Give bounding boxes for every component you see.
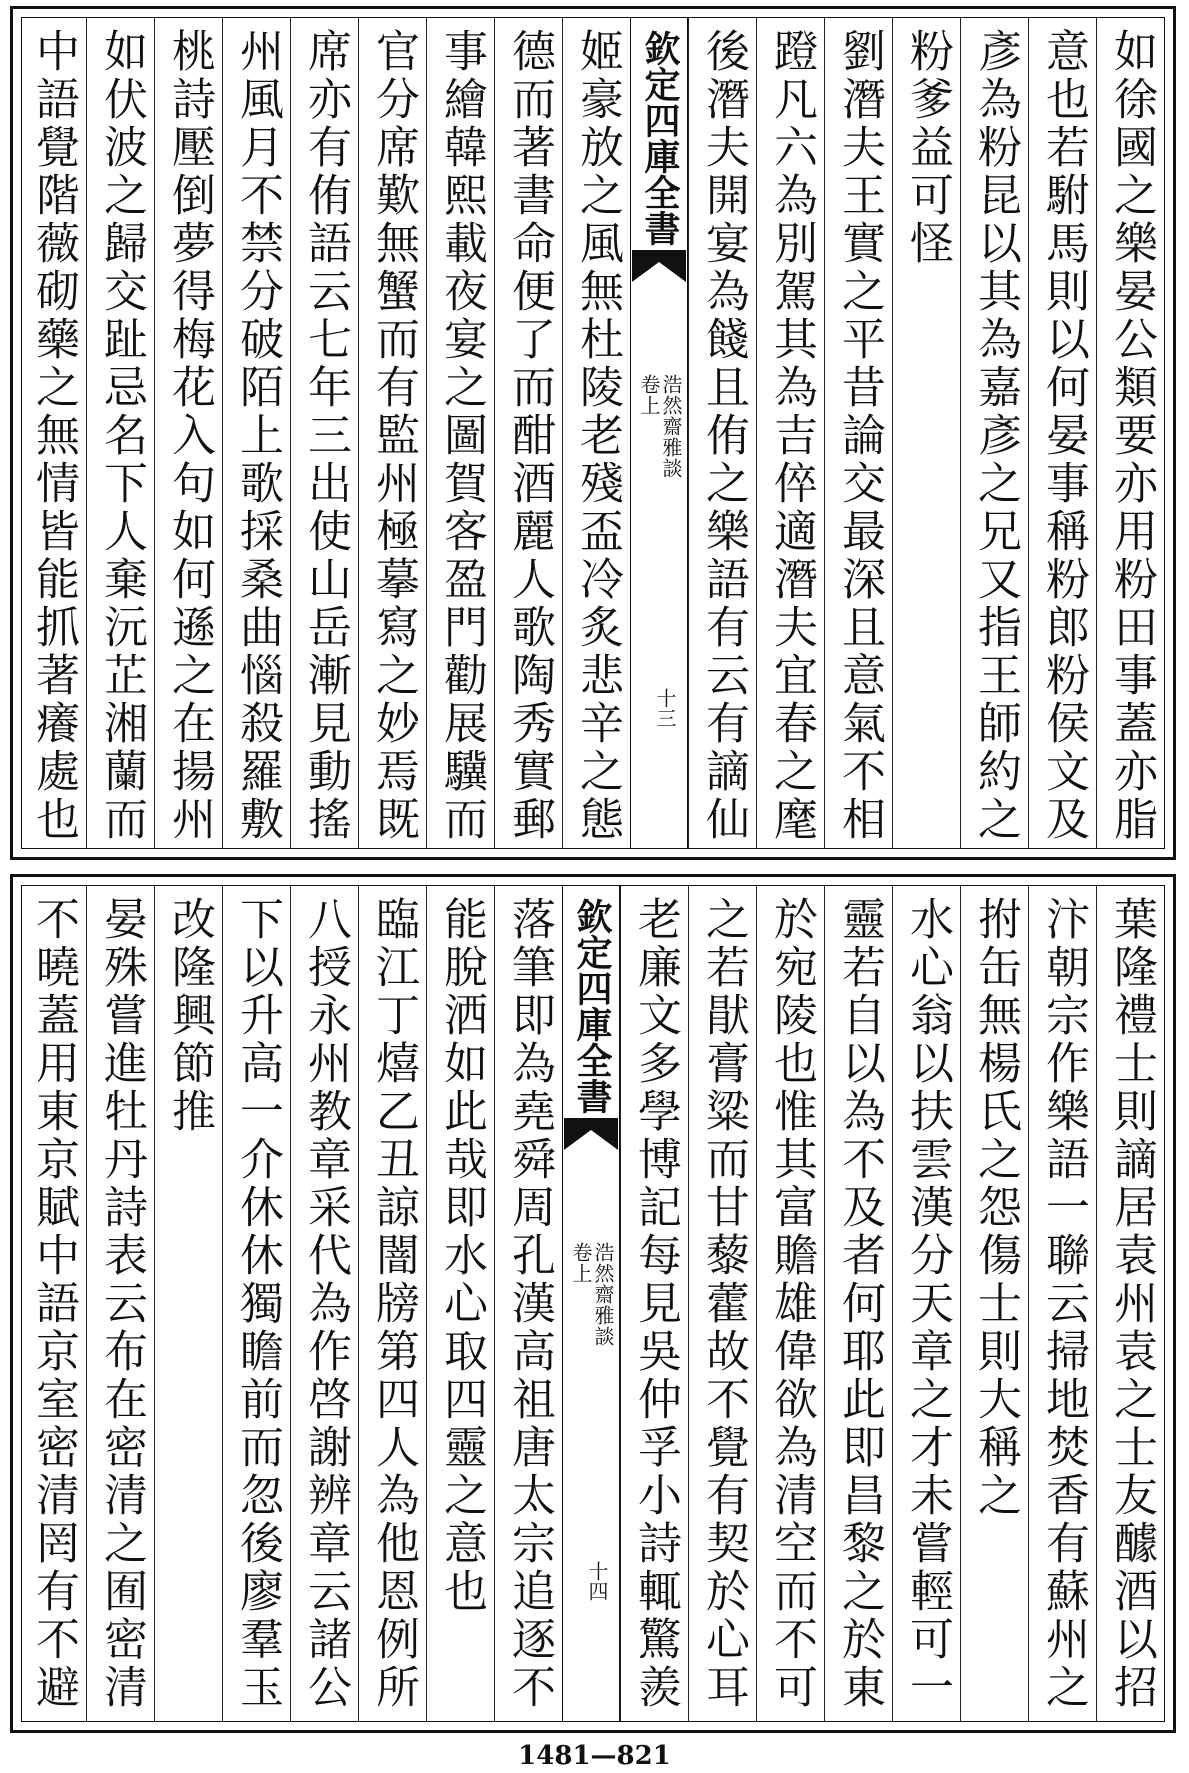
text-column: 意也若駙馬則以何晏事稱粉郎粉侯文及 (1028, 18, 1096, 848)
book-subtitle: 浩然齋雅談 (659, 374, 683, 479)
text-column: 彥為粉昆以其為嘉彥之兄又指王師約之 (960, 18, 1028, 848)
upper-page (10, 6, 1176, 860)
text-column: 姬豪放之風無杜陵老殘盃冷炙悲辛之態 (562, 18, 630, 848)
upper-page-frame (21, 17, 1165, 849)
text-column: 落筆即為堯舜周孔漢高祖唐太宗追逐不 (494, 886, 562, 1721)
book-title: 欽定四庫全書 (571, 898, 613, 1114)
text-column: 能脫洒如此哉即水心取四靈之意也 (426, 886, 494, 1721)
text-column: 汴朝宗作樂語一聯云掃地焚香有蘇州之 (1028, 886, 1096, 1721)
text-column: 德而著書命便了而酣酒麗人歌陶秀實郵 (494, 18, 562, 848)
text-column: 劉潛夫王實之平昔論交最深且意氣不相 (824, 18, 892, 848)
text-column: 老廉文多學博記每見吳仲孚小詩輒驚羨 (620, 886, 688, 1721)
volume-label: 卷上 (569, 1242, 593, 1284)
text-column: 晏殊嘗進牡丹詩表云布在密清之囿密清 (86, 886, 154, 1721)
text-column: 靈若自以為不及者何耶此即昌黎之於東 (824, 886, 892, 1721)
text-column: 如徐國之樂晏公類要亦用粉田事蓋亦脂 (1096, 18, 1164, 848)
text-column: 桃詩壓倒夢得梅花入句如何遜之在揚州 (154, 18, 222, 848)
text-column: 之若猒膏粱而甘藜藿故不覺有契於心耳 (688, 886, 756, 1721)
text-column: 如伏波之歸交趾忌名下人棄沅芷湘蘭而 (86, 18, 154, 848)
text-column: 下以升高一介休休獨瞻前而忽後廖羣玉 (222, 886, 290, 1721)
text-column: 拊缶無楊氏之怨傷士則大稱之 (960, 886, 1028, 1721)
leaf-number: 十三 (653, 688, 677, 728)
text-column: 不曉蓋用東京賦中語京室密清罔有不避 (28, 896, 79, 1712)
text-column: 蹬凡六為別駕其為吉倅適潛夫宜春之麾 (756, 18, 824, 848)
book-subtitle: 浩然齋雅談 (591, 1242, 615, 1347)
lower-page-frame (21, 885, 1165, 1722)
text-column: 事繪韓熙載夜宴之圖賀客盈門勸展驥而 (426, 18, 494, 848)
text-column: 席亦有侑語云七年三出使山岳漸見動搖 (290, 18, 358, 848)
text-column: 水心翁以扶雲漢分天章之才未嘗輕可一 (892, 886, 960, 1721)
text-column: 州風月不禁分破陌上歌採桑曲惱殺羅敷 (222, 18, 290, 848)
center-fold-column (562, 886, 620, 1721)
volume-label: 卷上 (637, 374, 661, 416)
page-reference-number: 1481—821 (518, 1741, 671, 1771)
fish-tail-mark-icon (632, 246, 686, 284)
text-column: 於宛陵也惟其富贍雄偉欲為清空而不可 (756, 886, 824, 1721)
text-column: 改隆興節推 (154, 886, 222, 1721)
fish-tail-mark-icon (564, 1114, 618, 1152)
text-column: 後潛夫開宴為餞且侑之樂語有云有謫仙 (688, 18, 756, 848)
text-column: 葉隆禮士則謫居袁州袁之士友醵酒以招 (1096, 886, 1164, 1721)
leaf-number: 十四 (585, 1561, 609, 1601)
text-column: 臨江丁熺乙丑諒闇牓第四人為他恩例所 (358, 886, 426, 1721)
text-column: 八授永州教章采代為作啓謝辨章云諸公 (290, 886, 358, 1721)
text-column: 粉爹益可怪 (892, 18, 960, 848)
book-title: 欽定四庫全書 (639, 30, 681, 246)
center-fold-column (630, 18, 688, 848)
text-column: 官分席歎無蟹而有監州極摹寫之妙焉既 (358, 18, 426, 848)
lower-page (10, 874, 1176, 1733)
text-column: 中語覺階薇砌藥之無情皆能抓著癢處也 (28, 28, 79, 844)
